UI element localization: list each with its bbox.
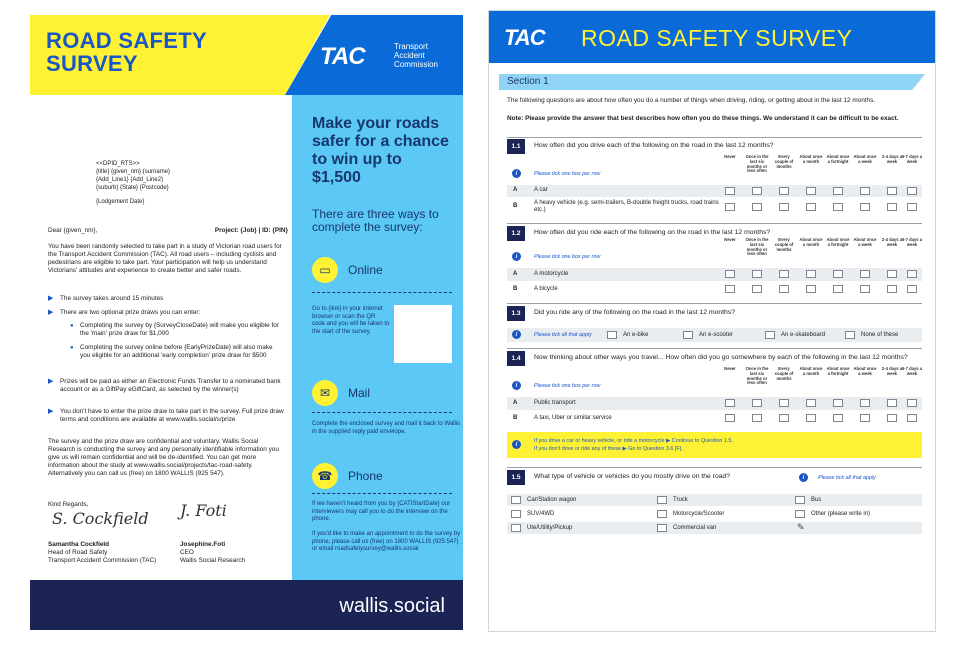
options-row xyxy=(507,328,922,342)
checkbox-escooter[interactable] xyxy=(683,331,693,339)
option-label: SUV/4WD xyxy=(527,511,555,517)
intro-paragraph: You have been randomly selected to take part in a study of Victorian road users for the Transport Accident Commission (TAC). All road users – including cyclists and pedestrians are eligible to take part. Your participation will help us understand Victorians' attitudes and experience to create better and safer roads. xyxy=(48,243,282,275)
laptop-icon: ▭ xyxy=(312,257,338,283)
row-letter: A xyxy=(513,187,518,193)
frequency-checkbox[interactable] xyxy=(779,399,789,407)
frequency-checkbox[interactable] xyxy=(907,399,917,407)
signer-2 xyxy=(180,541,245,565)
mail-label: Mail xyxy=(348,386,371,400)
row-label: A motorcycle xyxy=(534,271,569,277)
survey-title: ROAD SAFETY SURVEY xyxy=(581,25,853,51)
option-label: An e-skateboard xyxy=(781,332,826,338)
address-line: {suburb} {State} {Postcode} xyxy=(96,185,169,191)
info-icon: i xyxy=(799,473,808,482)
frequency-column-header: About once a week xyxy=(853,237,877,247)
address-line: {title} {given_nm} {surname} xyxy=(96,169,171,175)
divider xyxy=(312,412,452,413)
question-number: 1.5 xyxy=(507,470,525,485)
answer-row[interactable] xyxy=(507,412,922,425)
frequency-checkbox[interactable] xyxy=(752,399,762,407)
option-label: An e-bike xyxy=(623,332,649,338)
mail-icon: ✉ xyxy=(312,380,338,406)
frequency-column-header: Once in the last six months or less often xyxy=(745,366,769,386)
frequency-checkbox[interactable] xyxy=(752,270,762,278)
divider xyxy=(507,467,922,468)
question-text: Now thinking about other ways you travel... How often did you go somewhere by each of the following in the last 12 months? xyxy=(534,354,908,361)
frequency-checkbox[interactable] xyxy=(752,187,762,195)
option-label: Car/Station wagon xyxy=(527,497,577,503)
sub-bullet-text: Completing the survey by {SurveyCloseDate} will make you eligible for the 'main' prize draw for $1,000 xyxy=(80,322,279,338)
section-bar xyxy=(499,74,925,90)
frequency-checkbox[interactable] xyxy=(806,187,816,195)
frequency-checkbox[interactable] xyxy=(806,285,816,293)
option-label: Commercial van xyxy=(673,525,717,531)
frequency-checkbox[interactable] xyxy=(779,285,789,293)
frequency-checkbox[interactable] xyxy=(833,187,843,195)
frequency-checkbox[interactable] xyxy=(887,270,897,278)
lodgement-date: {Lodgement Date} xyxy=(96,199,145,205)
row-letter: A xyxy=(513,400,518,406)
frequency-checkbox[interactable] xyxy=(779,270,789,278)
frequency-checkbox[interactable] xyxy=(725,203,735,211)
footer-website: wallis.social xyxy=(339,595,445,617)
checkbox-ebike[interactable] xyxy=(607,331,617,339)
checkbox-car[interactable] xyxy=(511,496,521,504)
question-1-2 xyxy=(507,226,922,296)
checkbox-eskateboard[interactable] xyxy=(765,331,775,339)
frequency-checkbox[interactable] xyxy=(725,187,735,195)
logo-text-line: Commission xyxy=(394,60,439,69)
address-block xyxy=(96,160,276,206)
frequency-column-header: Never xyxy=(724,237,736,242)
bullet-text: There are two optional prize draws you can enter: xyxy=(60,309,201,316)
confidentiality-paragraph: The survey and the prize draw are confidential and voluntary. Wallis Social Research is conducting the survey and any personally identifiable information you give us will remain confidential and will be de-identified. You can get more information about the study at www.wallis.social/projects/tac-road-safety. Alternatively you can call us (free) on 1800 WALLIS (925 547). xyxy=(48,438,279,478)
frequency-checkbox[interactable] xyxy=(887,414,897,422)
answer-row[interactable] xyxy=(507,199,922,215)
bullet-prize-draws xyxy=(48,309,284,317)
info-icon: i xyxy=(512,440,521,449)
frequency-checkbox[interactable] xyxy=(725,285,735,293)
divider xyxy=(507,303,922,304)
checkbox-van[interactable] xyxy=(657,524,667,532)
bullet-duration xyxy=(48,295,284,303)
frequency-checkbox[interactable] xyxy=(806,399,816,407)
question-1-3 xyxy=(507,306,922,342)
bullet-arrow-icon: ▶ xyxy=(48,295,54,302)
checkbox-none[interactable] xyxy=(845,331,855,339)
question-text: Did you ride any of the following on the road in the last 12 months? xyxy=(534,309,736,316)
instruction-hint: Please tick all that apply xyxy=(534,332,592,338)
title-line-1: ROAD SAFETY xyxy=(46,28,207,53)
option-label: Truck xyxy=(673,497,688,503)
frequency-column-header: Never xyxy=(724,154,736,159)
info-icon: i xyxy=(512,252,521,261)
instruction-hint: Please tick all that apply xyxy=(818,475,876,481)
option-label: Bus xyxy=(811,497,822,503)
frequency-column-header: Every couple of months xyxy=(774,366,794,381)
question-1-1 xyxy=(507,139,922,215)
signature-1: S. Cockfield xyxy=(52,509,149,528)
row-label: A taxi, Uber or similar service xyxy=(534,415,612,421)
frequency-column-header: About once a fortnight xyxy=(826,237,850,247)
frequency-column-header: About once a month xyxy=(799,237,823,247)
question-number: 1.2 xyxy=(507,226,525,241)
question-1-4 xyxy=(507,351,922,427)
frequency-column-header: 5-7 days a week xyxy=(901,366,923,376)
bullet-text: The survey takes around 15 minutes xyxy=(60,295,164,302)
routing-line-2: If you don't drive or ride any of these ▶ Go to Question 3.6 [F]. xyxy=(534,446,683,452)
tac-logo-text xyxy=(394,42,438,69)
survey-form xyxy=(488,10,936,632)
frequency-column-header: Every couple of months xyxy=(774,237,794,252)
frequency-column-header: About once a month xyxy=(799,366,823,376)
signer-name: Josephine.Foti xyxy=(180,541,226,548)
frequency-checkbox[interactable] xyxy=(806,203,816,211)
qr-code-placeholder xyxy=(394,305,452,363)
question-1-5 xyxy=(507,470,922,540)
frequency-checkbox[interactable] xyxy=(860,270,870,278)
signer-org: Transport Accident Commission (TAC) xyxy=(48,557,157,564)
survey-note: Note: Please provide the answer that best describes how often you do these things. We understand it can be difficult to be exact. xyxy=(507,115,899,122)
signer-role: CEO xyxy=(180,549,194,556)
phone-text-1: If we haven't heard from you by {CATIStartDate} our interviewers may call you to do the interview on the phone. xyxy=(312,501,451,523)
project-id: Project: {Job} | ID: {PIN} xyxy=(214,227,288,234)
frequency-column-header: About once a month xyxy=(799,154,823,164)
row-label: A car xyxy=(534,187,548,193)
mail-text: Complete the enclosed survey and mail it back to Wallis in the supplied reply paid envelope. xyxy=(312,421,461,435)
frequency-checkbox[interactable] xyxy=(907,203,917,211)
instruction-hint: Please tick one box per row xyxy=(534,254,601,260)
frequency-checkbox[interactable] xyxy=(779,203,789,211)
frequency-column-header: About once a fortnight xyxy=(826,366,850,376)
frequency-checkbox[interactable] xyxy=(779,187,789,195)
signature-2: J. Foti xyxy=(180,501,227,520)
bullet-text: Prizes will be paid as either an Electronic Funds Transfer to a nominated bank account or as a GiftPay eGiftCard, as selected by the winner(s) xyxy=(60,378,281,394)
frequency-checkbox[interactable] xyxy=(860,203,870,211)
question-text: How often did you ride each of the following on the road in the last 12 months? xyxy=(534,229,771,236)
checkbox-suv[interactable] xyxy=(511,510,521,518)
frequency-checkbox[interactable] xyxy=(752,414,762,422)
pencil-icon: ✎ xyxy=(797,522,805,532)
row-label: A heavy vehicle (e.g. semi-trailers, B-double freight trucks, road trains etc.) xyxy=(534,200,719,213)
frequency-column-header: About once a week xyxy=(853,366,877,376)
row-letter: B xyxy=(513,286,518,292)
frequency-checkbox[interactable] xyxy=(860,414,870,422)
divider xyxy=(507,137,922,138)
frequency-checkbox[interactable] xyxy=(833,270,843,278)
frequency-checkbox[interactable] xyxy=(752,203,762,211)
section-title: Section 1 xyxy=(507,76,549,87)
sign-off: Kind Regards, xyxy=(48,501,89,508)
frequency-column-header: 2-4 days a week xyxy=(881,237,903,247)
frequency-checkbox[interactable] xyxy=(907,270,917,278)
online-label: Online xyxy=(348,263,383,277)
frequency-checkbox[interactable] xyxy=(725,270,735,278)
frequency-checkbox[interactable] xyxy=(725,414,735,422)
bullet-terms xyxy=(48,408,284,424)
frequency-checkbox[interactable] xyxy=(833,285,843,293)
option-label: Motorcycle/Scooter xyxy=(673,511,725,517)
side-subheading: There are three ways to complete the survey: xyxy=(312,207,439,234)
checkbox-truck[interactable] xyxy=(657,496,667,504)
row-letter: B xyxy=(513,203,518,209)
frequency-column-header: 2-4 days a week xyxy=(881,154,903,164)
sub-bullet-main-prize xyxy=(70,322,284,338)
frequency-checkbox[interactable] xyxy=(907,414,917,422)
sub-bullet-early-prize xyxy=(70,344,284,360)
survey-intro: The following questions are about how often you do a number of things when driving, riding, or getting about in the last 12 months. xyxy=(507,97,876,104)
checkbox-motorcycle[interactable] xyxy=(657,510,667,518)
option-label: Ute/Utility/Pickup xyxy=(527,525,573,531)
divider xyxy=(507,348,922,349)
title-line-2: SURVEY xyxy=(46,51,138,76)
info-icon: i xyxy=(512,330,521,339)
frequency-column-header: About once a fortnight xyxy=(826,154,850,164)
checkbox-other[interactable] xyxy=(795,510,805,518)
option-label: None of these xyxy=(861,332,899,338)
row-letter: A xyxy=(513,271,518,277)
address-line: {Add_Line1} {Add_Line2} xyxy=(96,177,164,183)
bullet-arrow-icon: ▶ xyxy=(48,408,54,415)
frequency-checkbox[interactable] xyxy=(887,187,897,195)
divider xyxy=(312,493,452,494)
row-label: A bicycle xyxy=(534,286,558,292)
frequency-checkbox[interactable] xyxy=(887,285,897,293)
divider xyxy=(507,223,922,224)
frequency-checkbox[interactable] xyxy=(806,414,816,422)
frequency-checkbox[interactable] xyxy=(833,414,843,422)
letter-body xyxy=(30,95,292,580)
option-label: An e-scooter xyxy=(699,332,734,338)
signer-role: Head of Road Safety xyxy=(48,549,108,556)
routing-callout xyxy=(507,432,922,458)
instruction-hint: Please tick one box per row xyxy=(534,383,601,389)
phone-icon: ☎ xyxy=(312,463,338,489)
frequency-column-header: Never xyxy=(724,366,736,371)
address-line: <<DPID_RTS>> xyxy=(96,161,140,167)
frequency-checkbox[interactable] xyxy=(833,399,843,407)
divider xyxy=(312,292,452,293)
checkbox-bus[interactable] xyxy=(795,496,805,504)
frequency-checkbox[interactable] xyxy=(907,187,917,195)
greeting-row xyxy=(48,227,288,235)
row-letter: B xyxy=(513,415,518,421)
instruction-hint: Please tick one box per row xyxy=(534,171,601,177)
signer-org: Wallis Social Research xyxy=(180,557,246,564)
routing-text xyxy=(534,437,733,453)
survey-header xyxy=(489,11,936,63)
frequency-column-header: 5-7 days a week xyxy=(901,154,923,164)
signer-name: Samantha Cockfield xyxy=(48,541,110,548)
frequency-checkbox[interactable] xyxy=(833,203,843,211)
frequency-column-header: About once a week xyxy=(853,154,877,164)
frequency-checkbox[interactable] xyxy=(752,285,762,293)
bullet-payment xyxy=(48,378,284,394)
online-text: Go to {link} in your internet browser or scan the QR code and you will be taken to the start of the survey. xyxy=(312,306,390,335)
frequency-column-header: Once in the last six months or less often xyxy=(745,154,769,174)
frequency-column-header: Once in the last six months or less often xyxy=(745,237,769,257)
frequency-checkbox[interactable] xyxy=(860,285,870,293)
letter-side-panel xyxy=(292,95,463,580)
frequency-checkbox[interactable] xyxy=(907,285,917,293)
answer-row[interactable] xyxy=(507,185,922,197)
tac-logo: TAC xyxy=(320,43,365,70)
letter-title xyxy=(46,29,266,75)
question-number: 1.3 xyxy=(507,306,525,321)
bullet-arrow-icon: ▶ xyxy=(48,309,54,316)
frequency-checkbox[interactable] xyxy=(887,203,897,211)
checkbox-ute[interactable] xyxy=(511,524,521,532)
sub-bullet-dot-icon: ● xyxy=(70,345,74,351)
frequency-checkbox[interactable] xyxy=(725,399,735,407)
frequency-checkbox[interactable] xyxy=(779,414,789,422)
routing-line-1: If you drive a car or heavy vehicle, or ride a motorcycle ▶ Continue to Question 1.5. xyxy=(534,438,733,444)
frequency-column-header: Every couple of months xyxy=(774,154,794,169)
frequency-column-header: 5-7 days a week xyxy=(901,237,923,247)
phone-text-2: If you'd like to make an appointment to do the survey by phone, please call us (free) on 1800 WALLIS (925 547) or email roadsafetysurvey@wallis.social xyxy=(312,531,461,553)
letter-footer xyxy=(30,580,463,630)
bullet-text: You don't have to enter the prize draw to take part in the survey. Full prize draw terms and conditions are available at www.wallis.social/s/prize xyxy=(60,408,284,424)
info-icon: i xyxy=(512,169,521,178)
question-number: 1.1 xyxy=(507,139,525,154)
frequency-checkbox[interactable] xyxy=(860,399,870,407)
option-label: Other (please write in) xyxy=(811,511,871,517)
frequency-checkbox[interactable] xyxy=(860,187,870,195)
sub-bullet-text: Completing the survey online before {EarlyPrizeDate} will also make you eligible for an additional 'early completion' prize draw for $500 xyxy=(80,344,273,360)
survey-letter xyxy=(30,15,463,630)
question-text: How often did you drive each of the following on the road in the last 12 months? xyxy=(534,142,774,149)
bullet-arrow-icon: ▶ xyxy=(48,378,54,385)
logo-text-line: Transport xyxy=(394,42,428,51)
tac-logo: TAC xyxy=(504,25,545,50)
info-icon: i xyxy=(512,381,521,390)
frequency-column-header: 2-4 days a week xyxy=(881,366,903,376)
answer-row[interactable] xyxy=(507,283,922,296)
answer-row[interactable] xyxy=(507,268,922,281)
frequency-checkbox[interactable] xyxy=(806,270,816,278)
answer-row[interactable] xyxy=(507,397,922,410)
phone-label: Phone xyxy=(348,469,383,483)
signer-1 xyxy=(48,541,156,565)
logo-text-line: Accident xyxy=(394,51,425,60)
greeting: Dear {given_nm}, xyxy=(48,227,98,234)
question-number: 1.4 xyxy=(507,351,525,366)
row-label: Public transport xyxy=(534,400,576,406)
frequency-checkbox[interactable] xyxy=(887,399,897,407)
sub-bullet-dot-icon: ● xyxy=(70,323,74,329)
question-text: What type of vehicle or vehicles do you mostly drive on the road? xyxy=(534,473,731,480)
letter-header xyxy=(30,15,463,95)
side-heading: Make your roads safer for a chance to win up to $1,500 xyxy=(312,115,449,186)
